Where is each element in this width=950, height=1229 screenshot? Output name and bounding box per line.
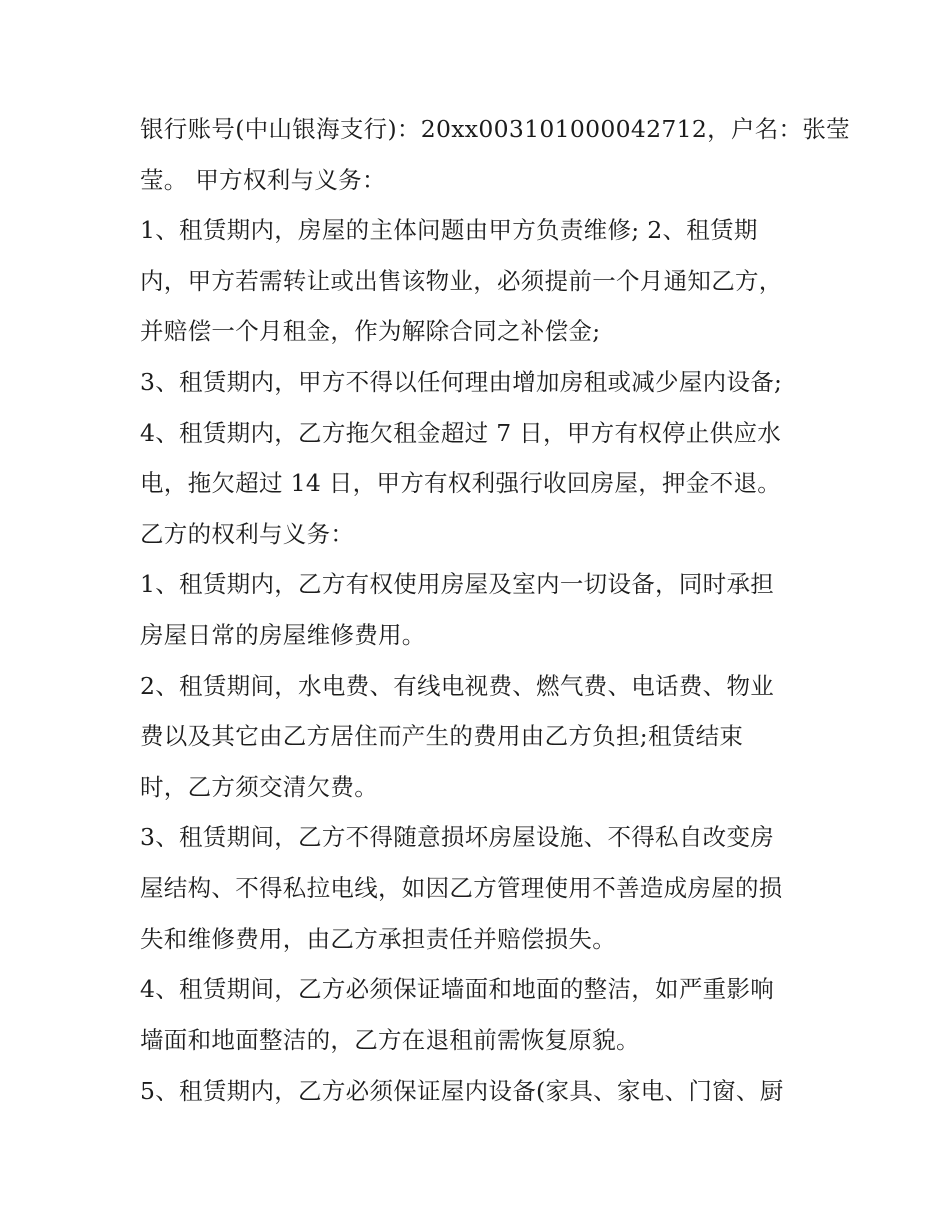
text-line: 墙面和地面整洁的，乙方在退租前需恢复原貌。 xyxy=(140,1026,640,1054)
section-heading: 乙方的权利与义务： xyxy=(140,520,355,548)
text-line: 时，乙方须交清欠费。 xyxy=(140,773,378,801)
text-line: 银行账号(中山银海支行)：20xx003101000042712，户名：张莹 xyxy=(140,115,850,143)
text-line: 3、租赁期内，甲方不得以任何理由增加房租或减少屋内设备; xyxy=(140,368,783,396)
text-line: 4、租赁期间，乙方必须保证墙面和地面的整洁，如严重影响 xyxy=(140,975,775,1003)
text-line: 内，甲方若需转让或出售该物业，必须提前一个月通知乙方， xyxy=(140,267,783,295)
text-line: 并赔偿一个月租金，作为解除合同之补偿金; xyxy=(140,317,601,345)
text-line: 1、租赁期内，乙方有权使用房屋及室内一切设备，同时承担 xyxy=(140,570,775,598)
text-line: 4、租赁期内，乙方拖欠租金超过 7 日，甲方有权停止供应水 xyxy=(140,419,782,447)
text-line: 屋结构、不得私拉电线，如因乙方管理使用不善造成房屋的损 xyxy=(140,874,783,902)
text-line: 失和维修费用，由乙方承担责任并赔偿损失。 xyxy=(140,925,616,953)
text-line: 2、租赁期间，水电费、有线电视费、燃气费、电话费、物业 xyxy=(140,672,775,700)
text-line: 莹。 甲方权利与义务： xyxy=(140,166,386,194)
text-line: 3、租赁期间，乙方不得随意损坏房屋设施、不得私自改变房 xyxy=(140,823,775,851)
text-line: 1、租赁期内，房屋的主体问题由甲方负责维修; 2、租赁期 xyxy=(140,216,758,244)
text-line: 电，拖欠超过 14 日，甲方有权利强行收回房屋，押金不退。 xyxy=(140,469,782,497)
text-line: 房屋日常的房屋维修费用。 xyxy=(140,621,426,649)
text-line: 5、租赁期内，乙方必须保证屋内设备(家具、家电、门窗、厨 xyxy=(140,1077,784,1105)
text-line: 费以及其它由乙方居住而产生的费用由乙方负担;租赁结束 xyxy=(140,722,744,750)
